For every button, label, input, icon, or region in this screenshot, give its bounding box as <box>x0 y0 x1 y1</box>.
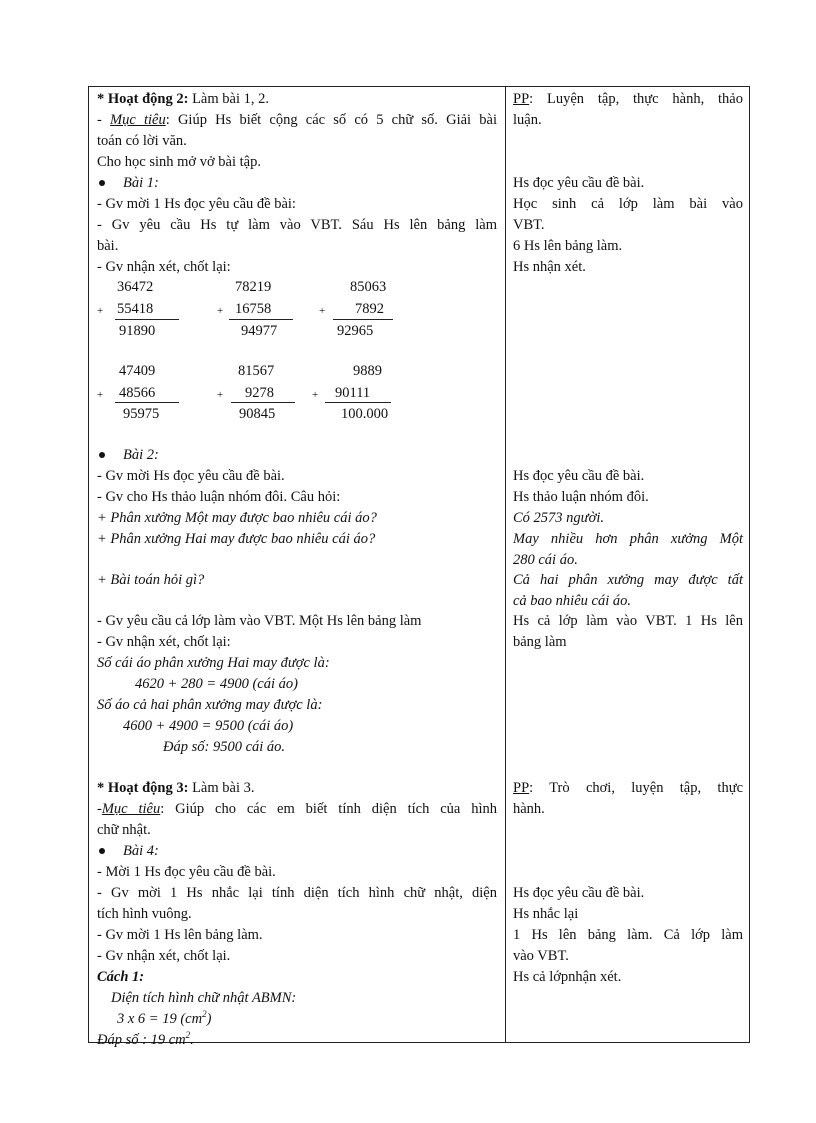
student-response: Hs đọc yêu cầu đề bài. <box>513 175 645 191</box>
student-answer: cả bao nhiêu cái áo. <box>513 593 631 609</box>
method-note-cont: hành. <box>513 801 545 817</box>
sum-value: 94977 <box>241 323 278 339</box>
student-response: Hs nhắc lại <box>513 906 579 922</box>
exercise-1-step: - Gv yêu cầu Hs tự làm vào VBT. Sáu Hs lên bảng làm <box>97 217 497 233</box>
addend-bottom: 90111 <box>335 385 371 401</box>
addend-bottom: 7892 <box>355 301 384 317</box>
solution-line: 3 x 6 = 19 $(cm^2)$ <box>117 1009 212 1027</box>
student-answer: Có 2573 người. <box>513 510 604 526</box>
plus-sign: + <box>97 389 104 401</box>
sum-line <box>115 402 179 403</box>
addend-top: 47409 <box>119 363 156 379</box>
sum-value: 90845 <box>239 406 276 422</box>
sum-value: 95975 <box>123 406 160 422</box>
exercise-2-step: - Gv cho Hs thảo luận nhóm đôi. Câu hỏi: <box>97 489 341 505</box>
bullet-icon <box>99 180 105 186</box>
method-note: PP: Luyện tập, thực hành, thảo <box>513 91 743 107</box>
exercise-4-step-cont: tích hình vuông. <box>97 906 192 922</box>
exercise-2-question: + Bài toán hỏi gì? <box>97 572 205 588</box>
bullet-icon <box>99 452 105 458</box>
exercise-1-label: Bài 1: <box>97 173 159 194</box>
addend-bottom: 48566 <box>119 385 156 401</box>
activity-3-goal: -Mục tiêu: Giúp cho các em biết tính diện tích của hình <box>97 801 497 817</box>
exercise-2-step: - Gv yêu cầu cả lớp làm vào VBT. Một Hs lên bảng làm <box>97 613 422 629</box>
student-answer: 280 cái áo. <box>513 552 578 568</box>
student-response: 6 Hs lên bảng làm. <box>513 238 623 254</box>
addend-bottom: 55418 <box>117 301 154 317</box>
addend-top: 85063 <box>350 279 387 295</box>
lesson-table <box>88 86 750 1048</box>
exercise-4-step: - Gv nhận xét, chốt lại. <box>97 948 231 964</box>
exercise-2-label: Bài 2: <box>97 445 159 466</box>
student-response: 1 Hs lên bảng làm. Cả lớp làm <box>513 927 743 943</box>
activity-2-goal: - Mục tiêu: Giúp Hs biết cộng các số có 5 chữ số. Giải bài <box>97 112 497 128</box>
student-response: Hs nhận xét. <box>513 259 586 275</box>
activity-3-goal-cont: chữ nhật. <box>97 822 151 838</box>
solution-answer: Đáp số : 19 $cm^2$. <box>97 1030 194 1048</box>
exercise-1-step: - Gv nhận xét, chốt lại: <box>97 259 231 275</box>
student-response: VBT. <box>513 217 545 233</box>
sum-line <box>231 402 295 403</box>
student-response: Học sinh cả lớp làm bài vào <box>513 196 743 212</box>
solution-line: Diện tích hình chữ nhật ABMN: <box>111 990 297 1006</box>
activity-2-heading: * Hoạt động 2: Làm bài 1, 2. <box>97 91 269 107</box>
bullet-icon <box>99 848 105 854</box>
activity-2-intro: Cho học sinh mở vở bài tập. <box>97 154 261 170</box>
student-answer: May nhiều hơn phân xưởng Một <box>513 531 743 547</box>
plus-sign: + <box>217 305 224 317</box>
sum-value: 91890 <box>119 323 156 339</box>
student-response: bảng làm <box>513 634 567 650</box>
exercise-2-step: - Gv mời Hs đọc yêu cầu đề bài. <box>97 468 285 484</box>
sum-value: 92965 <box>337 323 374 339</box>
plus-sign: + <box>97 305 104 317</box>
exercise-2-question: + Phân xưởng Hai may được bao nhiêu cái áo? <box>97 531 376 547</box>
plus-sign: + <box>217 389 224 401</box>
activity-2-goal-cont: toán có lời văn. <box>97 133 187 149</box>
activity-3-heading: * Hoạt động 3: Làm bài 3. <box>97 780 255 796</box>
addend-top: 81567 <box>238 363 275 379</box>
addend-top: 36472 <box>117 279 154 295</box>
sum-line <box>325 402 391 403</box>
addend-bottom: 9278 <box>245 385 274 401</box>
solution-line: Số cái áo phân xưởng Hai may được là: <box>97 655 330 671</box>
plus-sign: + <box>319 305 326 317</box>
method-note-cont: luận. <box>513 112 542 128</box>
student-response: Hs cả lớp làm vào VBT. 1 Hs lên <box>513 613 743 629</box>
solution-line: Số áo cả hai phân xưởng may được là: <box>97 697 323 713</box>
plus-sign: + <box>312 389 319 401</box>
solution-line: 4600 + 4900 = 9500 (cái áo) <box>123 718 294 734</box>
student-answer: Cả hai phân xưởng may được tất <box>513 572 743 588</box>
addend-top: 9889 <box>353 363 382 379</box>
addend-bottom: 16758 <box>235 301 272 317</box>
student-response: Hs đọc yêu cầu đề bài. <box>513 885 645 901</box>
sum-line <box>115 319 179 320</box>
exercise-2-step: - Gv nhận xét, chốt lại: <box>97 634 231 650</box>
student-response: Hs thảo luận nhóm đôi. <box>513 489 649 505</box>
method-label: Cách 1: <box>97 969 145 985</box>
exercise-4-step: - Mời 1 Hs đọc yêu cầu đề bài. <box>97 864 276 880</box>
method-note: PP: Trò chơi, luyện tập, thực <box>513 780 743 796</box>
solution-line: 4620 + 280 = 4900 (cái áo) <box>135 676 298 692</box>
student-response: vào VBT. <box>513 948 569 964</box>
exercise-4-step: - Gv mời 1 Hs lên bảng làm. <box>97 927 263 943</box>
addend-top: 78219 <box>235 279 272 295</box>
sum-line <box>333 319 393 320</box>
sum-line <box>229 319 293 320</box>
student-response: Hs đọc yêu cầu đề bài. <box>513 468 645 484</box>
exercise-1-step-cont: bài. <box>97 238 119 254</box>
exercise-4-step: - Gv mời 1 Hs nhắc lại tính diện tích hình chữ nhật, diện <box>97 885 497 901</box>
solution-answer: Đáp số: 9500 cái áo. <box>163 739 286 755</box>
exercise-4-label: Bài 4: <box>97 841 159 862</box>
exercise-1-step: - Gv mời 1 Hs đọc yêu cầu đề bài: <box>97 196 296 212</box>
sum-value: 100.000 <box>341 406 389 422</box>
exercise-2-question: + Phân xưởng Một may được bao nhiêu cái áo? <box>97 510 377 526</box>
column-divider <box>505 87 506 1042</box>
student-response: Hs cả lớpnhận xét. <box>513 969 622 985</box>
